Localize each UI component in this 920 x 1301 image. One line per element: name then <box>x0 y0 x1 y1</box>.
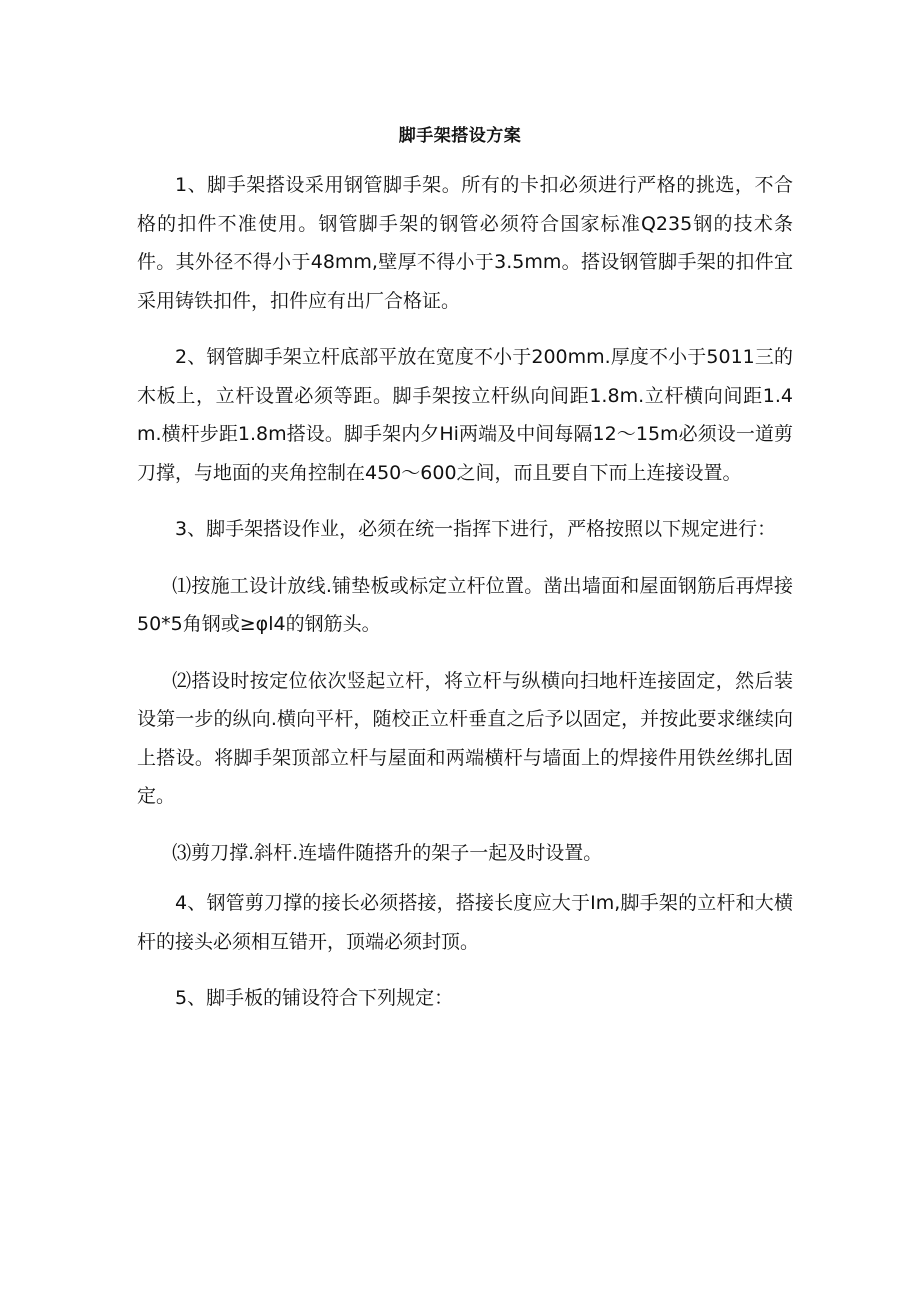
document-body <box>137 166 793 1036</box>
paragraph-2: 2、钢管脚手架立杆底部平放在宽度不小于200mm.厚度不小于5011三的木板上，立杆设置必须等距。脚手架按立杆纵向间距1.8m.立杆横向间距1.4m.横杆步距1.8m搭设。脚手架内夕Hi两端及中间每隔12〜15m必须设一道剪刀撑，与地面的夹角控制在450〜600之间，而且要自下而上连接设置。 <box>137 346 793 484</box>
paragraph-5: 5、脚手板的铺设符合下列规定： <box>175 987 454 1009</box>
document-title: 脚手架搭设方案 <box>398 126 522 146</box>
paragraph-3-item-2: ⑵搭设时按定位依次竖起立杆，将立杆与纵横向扫地杆连接固定，然后装设第一步的纵向.横向平杆，随校正立杆垂直之后予以固定，并按此要求继续向上搭设。将脚手架顶部立杆与屋面和两端横杆与墙面上的焊接件用铁丝绑扎固定。 <box>137 669 793 807</box>
paragraph-4: 4、钢管剪刀撑的接长必须搭接，搭接长度应大于Im,脚手架的立杆和大横杆的接头必须相互错开，顶端必须封顶。 <box>137 892 793 953</box>
paragraph-3: 3、脚手架搭设作业，必须在统一指挥下进行，严格按照以下规定进行： <box>175 518 777 540</box>
paragraph-3-item-3: ⑶剪刀撑.斜杆.连墙件随搭升的架子一起及时设置。 <box>172 841 603 864</box>
paragraph-1: 1、脚手架搭设采用钢管脚手架。所有的卡扣必须进行严格的挑选，不合格的扣件不准使用。钢管脚手架的钢管必须符合国家标准Q235钢的技术条件。其外径不得小于48mm,壁厚不得小于3.5mm。搭设钢管脚手架的扣件宜采用铸铁扣件，扣件应有出厂合格证。 <box>137 174 793 312</box>
paragraph-3-item-1: ⑴按施工设计放线.铺垫板或标定立杆位置。凿出墙面和屋面钢筋后再焊接50*5角钢或≥φl4的钢筋头。 <box>137 574 793 635</box>
